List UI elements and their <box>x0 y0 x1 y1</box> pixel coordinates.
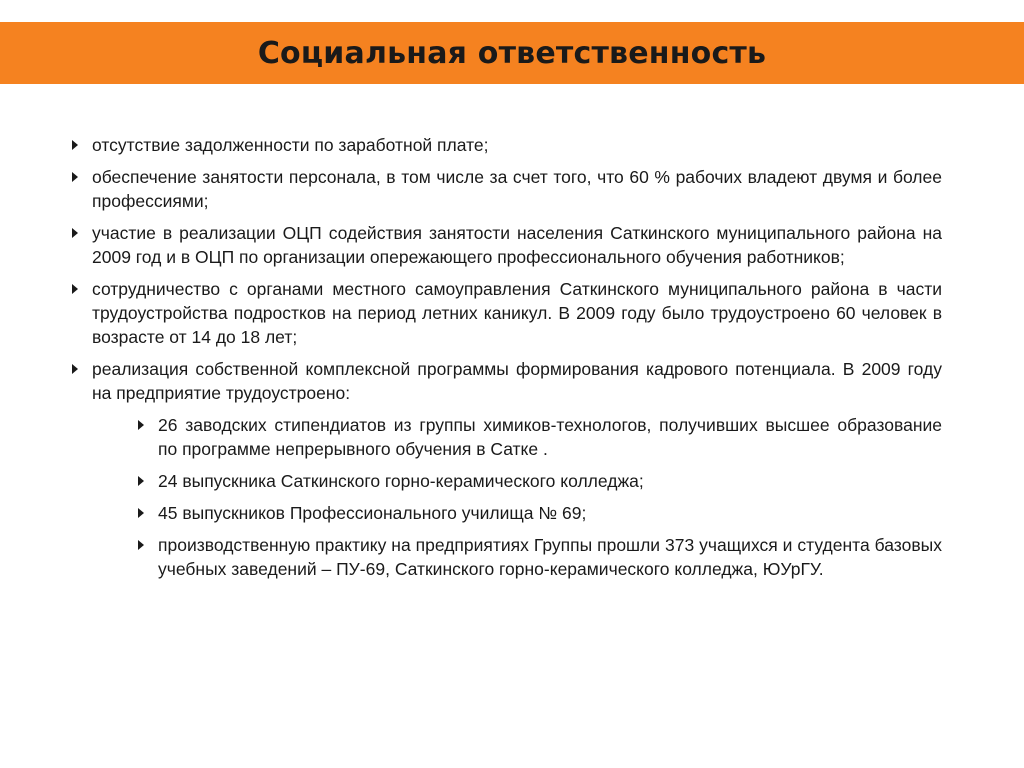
title-bar <box>0 22 1024 84</box>
sub-list-item <box>136 413 942 461</box>
sub-list-item <box>136 501 942 525</box>
list-item <box>70 221 942 269</box>
sub-list-item-text: 45 выпускников Профессионального училища № 69; <box>158 503 587 523</box>
sub-list-item-text: 26 заводских стипендиатов из группы химиков-технологов, получивших высшее образование по программе непрерывного обучения в Сатке . <box>158 415 942 459</box>
slide-title: Социальная ответственность <box>257 35 767 71</box>
triangle-right-icon <box>72 364 78 374</box>
list-item-text: обеспечение занятости персонала, в том числе за счет того, что 60 % рабочих владеют двумя и более профессиями; <box>92 167 942 211</box>
list-item-text: отсутствие задолженности по заработной плате; <box>92 135 489 155</box>
triangle-right-icon <box>138 540 144 550</box>
triangle-right-icon <box>138 508 144 518</box>
list-item-text: участие в реализации ОЦП содействия занятости населения Саткинского муниципального района на 2009 год и в ОЦП по организации опережающего профессионального обучения работников; <box>92 223 942 267</box>
list-item <box>70 165 942 213</box>
triangle-right-icon <box>138 476 144 486</box>
list-item-text: реализация собственной комплексной программы формирования кадрового потенциала. В 2009 году на предприятие трудоустроено: <box>92 359 942 403</box>
triangle-right-icon <box>72 140 78 150</box>
triangle-right-icon <box>72 284 78 294</box>
list-item <box>70 277 942 349</box>
list-item <box>70 133 942 157</box>
triangle-right-icon <box>72 172 78 182</box>
sub-list-item-text: 24 выпускника Саткинского горно-керамического колледжа; <box>158 471 644 491</box>
list-item <box>70 357 942 405</box>
sub-list-item <box>136 469 942 493</box>
sub-list-item <box>136 533 942 581</box>
triangle-right-icon <box>72 228 78 238</box>
bullet-list <box>70 133 942 589</box>
triangle-right-icon <box>138 420 144 430</box>
list-item-text: сотрудничество с органами местного самоуправления Саткинского муниципального района в части трудоустройства подростков на период летних каникул. В 2009 году было трудоустроено 60 человек в возрасте от 14 до 18 лет; <box>92 279 942 347</box>
sub-list-item-text: производственную практику на предприятиях Группы прошли 373 учащихся и студента базовых учебных заведений – ПУ-69, Саткинского горно-керамического колледжа, ЮУрГУ. <box>158 535 942 579</box>
